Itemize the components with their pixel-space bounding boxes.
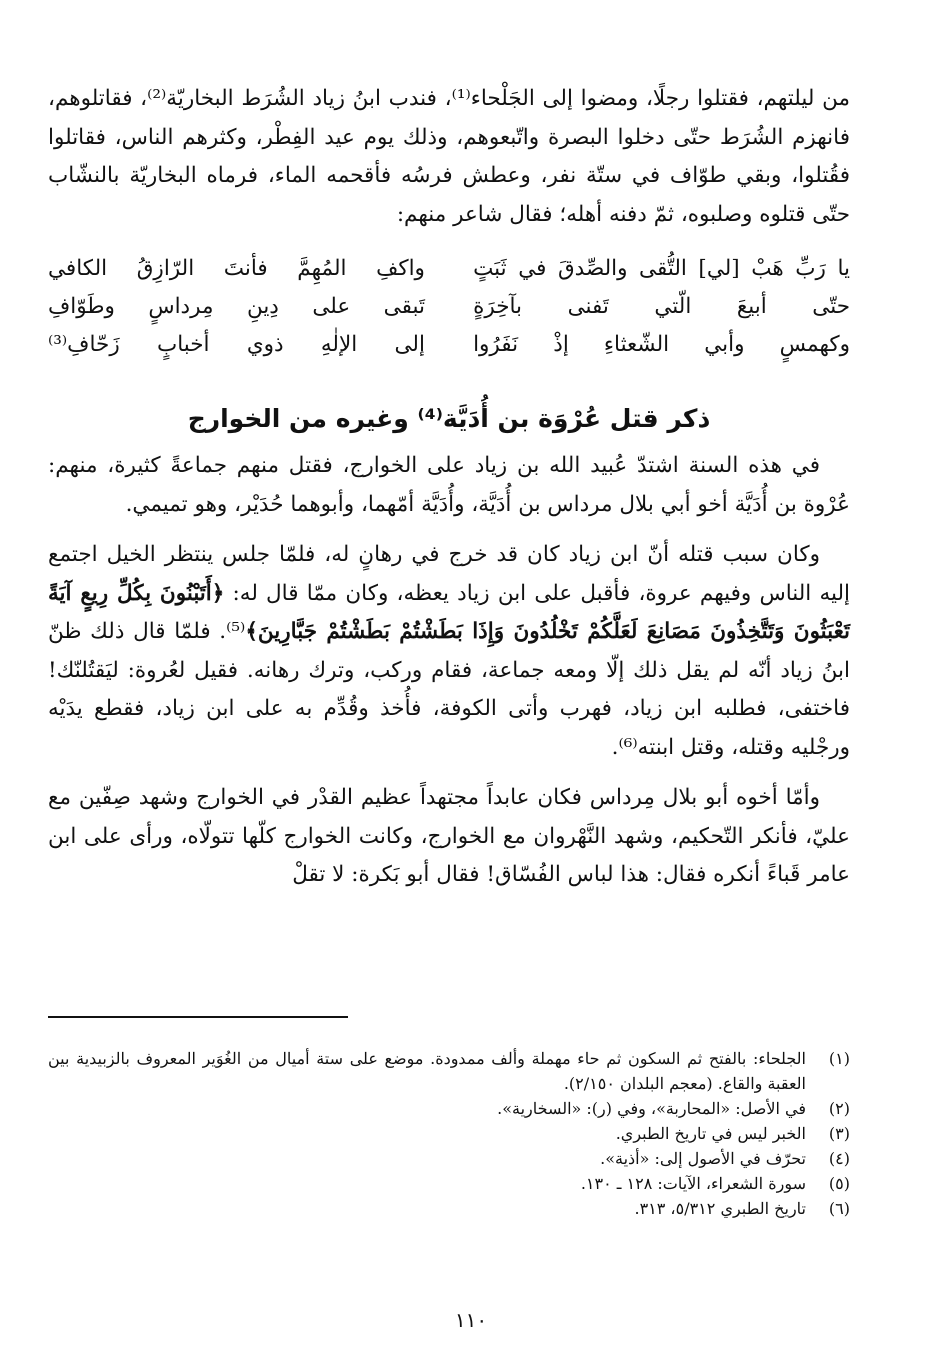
- footnote-text: تحرّف في الأصول إلى: «أذية».: [600, 1149, 806, 1168]
- footnote-number: (٦): [828, 1199, 850, 1218]
- poem-verse-2: [48, 288, 850, 326]
- footnote-number: (٣): [828, 1124, 850, 1143]
- verse-second-hemistich: واكفِ المُهِمَّ فأنتَ الرّازِقُ الكافي: [48, 256, 425, 281]
- footnote-divider: [48, 1016, 348, 1018]
- verse-first-hemistich: حتّى أبيعَ الّتي تَفنى بآخِرَةٍ: [473, 294, 850, 319]
- footnote-item: [48, 1096, 850, 1121]
- section-heading: ذكر قتل عُرْوَة بن أُدَيَّة⁽⁴⁾ وغيره من الخوارج: [187, 404, 711, 433]
- intro-paragraph: من ليلتهم، فقتلوا رجلًا، ومضوا إلى الجَلْحاء⁽¹⁾، فندب ابنُ زياد الشُرَط البخاريّة⁽²⁾، فقاتلوهم، فانهزم الشُرَط حتّى دخلوا البصرة واتّبعوهم، وذلك يوم عيد الفِطْر، وكثرهم الناس، فقاتلوا فقُتلوا، وبقي طوّاف في ستّة نفر، وعطش فرسُه فأقحمه الماء، فرماه البخاريّة بالنشّاب حتّى قتلوه وصلبوه، ثمّ دفنه أهله؛ فقال شاعر منهم:: [48, 86, 850, 227]
- poem-verse-3: [48, 326, 850, 364]
- footnote-text: سورة الشعراء، الآيات: ١٢٨ ـ ١٣٠.: [580, 1174, 806, 1193]
- page-number: ١١٠: [454, 1308, 488, 1332]
- footnote-item: [48, 1196, 850, 1221]
- paragraph-2: [48, 536, 850, 767]
- footnote-text: الجلحاء: بالفتح ثم السكون ثم حاء مهملة وألف ممدودة. موضع على ستة أميال من الغُوَير المعروف بالزبيدية بين العقبة والقاع. (معجم البلدان ٢/١٥٠).: [48, 1049, 806, 1093]
- footnote-number: (٢): [828, 1099, 850, 1118]
- paragraph-1: في هذه السنة اشتدّ عُبيد الله بن زياد على الخوارج، فقتل منهم جماعةً كثيرة، منهم: عُرْوة بن أُدَيَّة أخو أبي بلال مرداس بن أُدَيَّة، وأُدَيَّة أمّهما، وأبوهما حُدَيْر، وهو تميمي.: [48, 453, 850, 517]
- footnote-text: تاريخ الطبري ٥/٣١٢، ٣١٣.: [634, 1199, 806, 1218]
- paragraph-3: وأمّا أخوه أبو بلال مِرداس فكان عابداً مجتهداً عظيم القدْر في الخوارج وشهد صِفّين مع عليّ، فأنكر التّحكيم، وشهد النَّهْروان مع الخوارج، وكانت الخوارج كلّها تتولّاه، ورأى على ابن عامر قَباءً أنكره فقال: هذا لباس الفُسّاق! فقال أبو بَكرة: لا تقلْ: [48, 785, 850, 887]
- footnote-number: (١): [828, 1049, 850, 1068]
- footnote-text: في الأصل: «المحاربة»، وفي (ر): «السخارية».: [497, 1099, 806, 1118]
- verse-first-hemistich: يا رَبِّ هَبْ [لي] التُّقى والصِّدقَ في ثَبَتٍ: [473, 256, 850, 281]
- footnotes: [48, 1046, 850, 1221]
- poem: [48, 250, 850, 364]
- footnote-item: [48, 1046, 850, 1096]
- paragraph-2-start: وكان سبب قتله أنّ ابن زياد كان قد خرج في رهانٍ له، فلمّا جلس ينتظر الخيل اجتمع إليه الناس وفيهم عروة، فأقبل على ابن زياد يعظه، وكان ممّا قال له:: [48, 542, 850, 606]
- footnote-item: [48, 1121, 850, 1146]
- paragraph-2-end: ⁽⁵⁾. فلمّا قال ذلك ظنّ ابنُ زياد أنّه لم يقل ذلك إلّا ومعه جماعة، فقام وركب، وترك رهانه. فقيل لعُروة: ليَقتُلنّك! فاختفى، فطلبه ابن زياد، فهرب وأتى الكوفة، فأُخذ وقُدِّم به على ابن زياد، فقطع يدَيْه ورجْليه وقتله، وقتل ابنته⁽⁶⁾.: [48, 619, 850, 760]
- footnote-number: (٥): [828, 1174, 850, 1193]
- footnote-text: الخبر ليس في تاريخ الطبري.: [615, 1124, 806, 1143]
- verse-second-hemistich: إلى الإلٰهِ ذوي أخبابٍ زَحّافِ⁽³⁾: [48, 332, 425, 357]
- footnote-item: [48, 1146, 850, 1171]
- verse-first-hemistich: وكهمسٍ وأبي الشّعثاءِ إذْ نَفَرُوا: [473, 332, 850, 357]
- footnote-item: [48, 1171, 850, 1196]
- page-body: [48, 80, 850, 895]
- poem-verse-1: [48, 250, 850, 288]
- quran-verse: ﴿أَتَبْنُونَ بِكُلِّ رِيعٍ آيَةً تَعْبَثُونَ وَتَتَّخِذُونَ مَصَانِعَ لَعَلَّكُمْ تَخْلُدُونَ وَإِذَا بَطَشْتُمْ بَطَشْتُمْ جَبَّارِينَ﴾: [48, 580, 851, 644]
- verse-second-hemistich: تَبقى على دِينِ مِرداسٍ وطَوّافِ: [48, 294, 425, 319]
- footnote-number: (٤): [828, 1149, 850, 1168]
